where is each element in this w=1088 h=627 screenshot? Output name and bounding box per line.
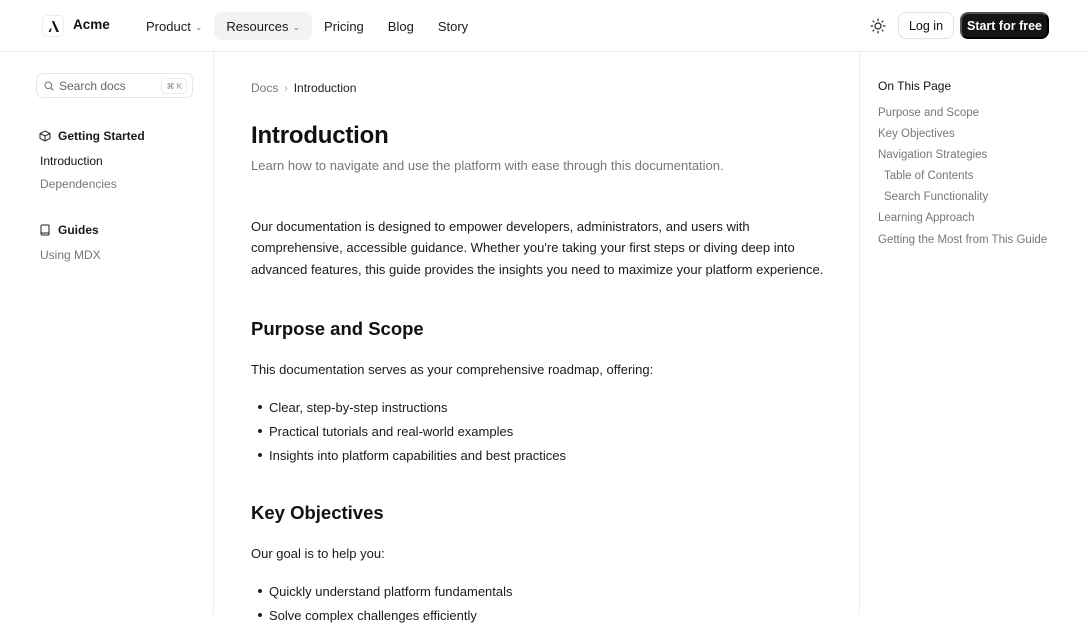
sidebar-item-using-mdx[interactable]: Using MDX xyxy=(40,248,101,262)
list-item xyxy=(251,443,566,467)
nav-product[interactable] xyxy=(134,12,214,40)
acme-logo[interactable] xyxy=(42,15,64,37)
toc-item-search-functionality[interactable]: Search Functionality xyxy=(884,191,989,203)
section-lead: Our goal is to help you: xyxy=(251,546,385,561)
list-item xyxy=(251,603,513,627)
list-item xyxy=(251,579,513,603)
table-of-contents xyxy=(859,52,1088,614)
start-for-free-button[interactable]: Start for free xyxy=(960,12,1049,39)
breadcrumb-current: Introduction xyxy=(293,81,357,95)
brand-name[interactable]: Acme xyxy=(73,17,110,32)
top-navbar xyxy=(0,0,1088,52)
docs-sidebar xyxy=(0,52,214,614)
search-icon xyxy=(44,81,54,91)
section-heading-purpose-and-scope: Purpose and Scope xyxy=(251,318,424,339)
toc-item-table-of-contents[interactable]: Table of Contents xyxy=(884,170,974,182)
nav-pricing[interactable] xyxy=(312,12,376,40)
toc-item-navigation-strategies[interactable]: Navigation Strategies xyxy=(878,149,988,161)
section-heading-key-objectives: Key Objectives xyxy=(251,502,384,523)
toc-item-key-objectives[interactable]: Key Objectives xyxy=(878,128,955,140)
cube-icon xyxy=(39,130,51,142)
nav-story[interactable] xyxy=(426,12,480,40)
bullet-icon xyxy=(258,589,262,593)
nav-resources-label: Resources xyxy=(226,18,289,34)
list-item xyxy=(251,395,566,419)
nav-resources[interactable] xyxy=(214,12,312,40)
chevron-down-icon: ⌄ xyxy=(292,21,301,32)
book-icon xyxy=(39,224,51,236)
group-title-label: Getting Started xyxy=(58,129,145,143)
acme-logo-icon xyxy=(47,21,59,32)
nav-story-label: Story xyxy=(437,18,469,34)
nav-blog-label: Blog xyxy=(387,18,414,34)
search-docs-input[interactable] xyxy=(36,73,193,98)
sidebar-item-introduction[interactable]: Introduction xyxy=(40,154,103,168)
bullet-list xyxy=(251,395,566,467)
breadcrumb xyxy=(251,81,356,95)
login-button[interactable]: Log in xyxy=(898,12,954,39)
bullet-icon xyxy=(258,405,262,409)
bullet-icon xyxy=(258,429,262,433)
list-item-text: Solve complex challenges efficiently xyxy=(269,607,477,623)
list-item-text: Insights into platform capabilities and best practices xyxy=(269,447,566,463)
intro-paragraph: Our documentation is designed to empower developers, administrators, and users with comprehensive, accessible guidance. Whether you're taking your first steps or diving deep into advanced features, this guide provides the insights you need to maximize your platform experience. xyxy=(251,219,824,277)
sidebar-group-getting-started xyxy=(39,129,145,143)
theme-toggle-button[interactable] xyxy=(866,14,890,38)
toc-item-learning-approach[interactable]: Learning Approach xyxy=(878,212,975,224)
nav-pricing-label: Pricing xyxy=(324,18,364,34)
toc-title: On This Page xyxy=(878,79,952,93)
search-placeholder: Search docs xyxy=(59,78,126,93)
group-title-label: Guides xyxy=(58,223,99,237)
main-nav xyxy=(134,12,480,40)
chevron-right-icon: › xyxy=(284,82,288,94)
nav-blog[interactable] xyxy=(376,12,426,40)
sidebar-item-dependencies[interactable]: Dependencies xyxy=(40,177,117,191)
breadcrumb-docs-link[interactable]: Docs xyxy=(251,81,279,95)
list-item xyxy=(251,419,566,443)
bullet-list xyxy=(251,579,513,627)
chevron-down-icon: ⌄ xyxy=(194,21,203,32)
toc-item-getting-the-most[interactable]: Getting the Most from This Guide xyxy=(878,234,1048,246)
nav-product-label: Product xyxy=(146,18,191,34)
sun-icon xyxy=(870,18,886,34)
page-title: Introduction xyxy=(251,122,389,149)
bullet-icon xyxy=(258,453,262,457)
bullet-icon xyxy=(258,613,262,617)
list-item-text: Clear, step-by-step instructions xyxy=(269,399,448,415)
list-item-text: Practical tutorials and real-world examples xyxy=(269,423,514,439)
toc-item-purpose-and-scope[interactable]: Purpose and Scope xyxy=(878,107,980,119)
keyboard-shortcut-badge: ⌘ K xyxy=(161,78,187,94)
page-subtitle: Learn how to navigate and use the platform with ease through this documentation. xyxy=(251,158,724,173)
list-item-text: Quickly understand platform fundamentals xyxy=(269,583,513,599)
sidebar-group-guides xyxy=(39,223,99,237)
section-lead: This documentation serves as your comprehensive roadmap, offering: xyxy=(251,362,654,377)
